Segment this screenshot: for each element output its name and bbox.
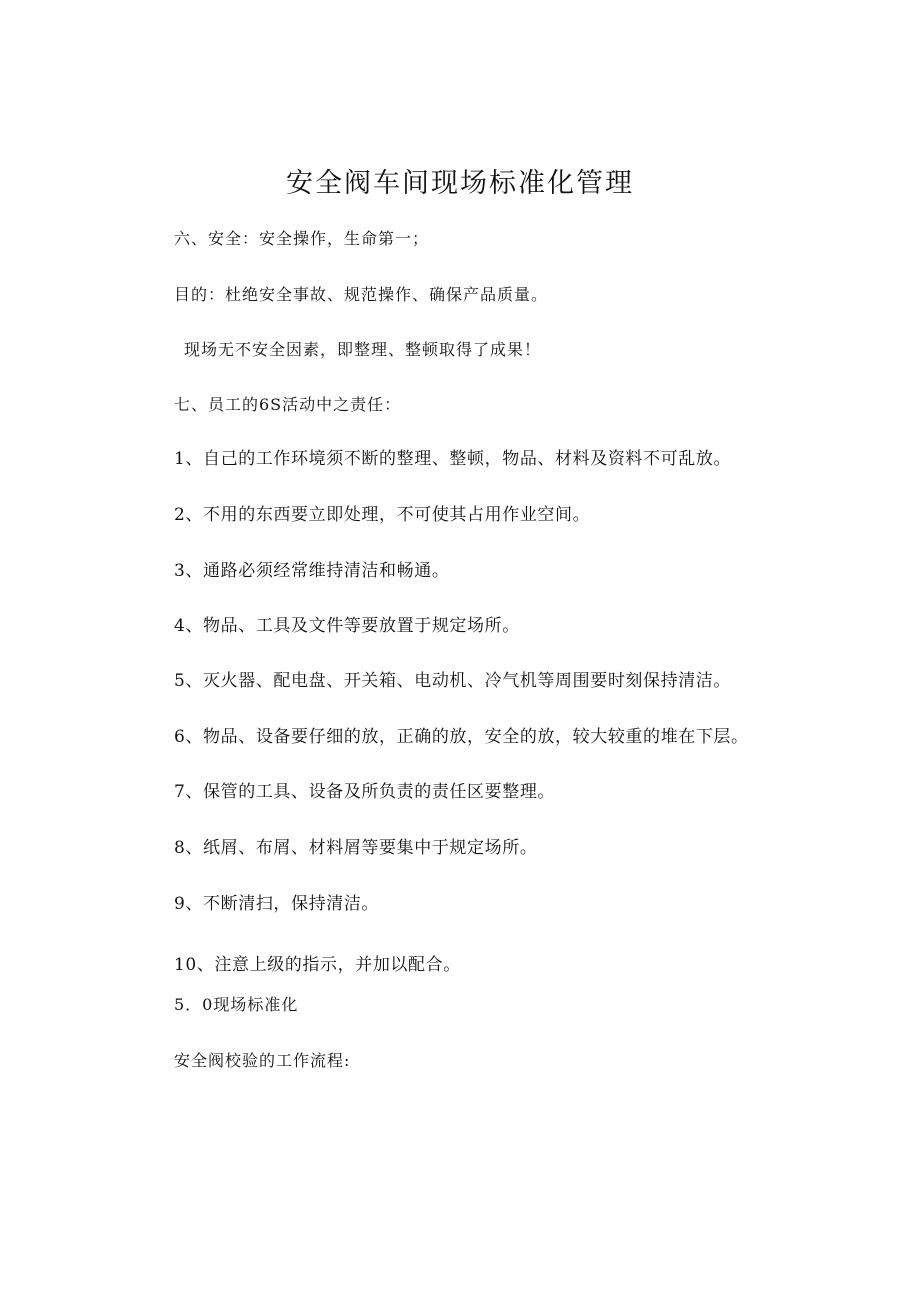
document-title: 安全阀车间现场标准化管理 — [286, 168, 634, 199]
section-six-heading: 六、安全：安全操作，生命第一； — [174, 229, 430, 248]
workflow-heading: 安全阀校验的工作流程: — [174, 1051, 351, 1070]
responsibility-item-7: 7、保管的工具、设备及所负责的责任区要整理。 — [174, 782, 556, 802]
responsibility-item-3: 3、通路必须经常维持清洁和畅通。 — [174, 561, 450, 581]
section-seven-heading: 七、员工的6S活动中之责任： — [174, 395, 402, 414]
responsibility-item-6: 6、物品、设备要仔细的放，正确的放，安全的放，较大较重的堆在下层。 — [174, 727, 749, 747]
purpose-line: 目的：杜绝安全事故、规范操作、确保产品质量。 — [174, 285, 549, 304]
responsibility-item-9: 9、不断清扫，保持清洁。 — [174, 894, 380, 914]
safety-result-line: 现场无不安全因素，即整理、整顿取得了成果！ — [184, 340, 542, 359]
responsibility-item-10: 10、注意上级的指示，并加以配合。 — [174, 955, 461, 975]
responsibility-item-4: 4、物品、工具及文件等要放置于规定场所。 — [174, 616, 520, 636]
responsibility-item-1: 1、自己的工作环境须不断的整理、整顿，物品、材料及资料不可乱放。 — [174, 449, 732, 469]
section-five-heading: 5．0现场标准化 — [174, 995, 299, 1014]
responsibility-item-2: 2、不用的东西要立即处理，不可使其占用作业空间。 — [174, 505, 591, 525]
responsibility-item-8: 8、纸屑、布屑、材料屑等要集中于规定场所。 — [174, 838, 538, 858]
responsibility-item-5: 5、灭火器、配电盘、开关箱、电动机、冷气机等周围要时刻保持清洁。 — [174, 671, 732, 691]
